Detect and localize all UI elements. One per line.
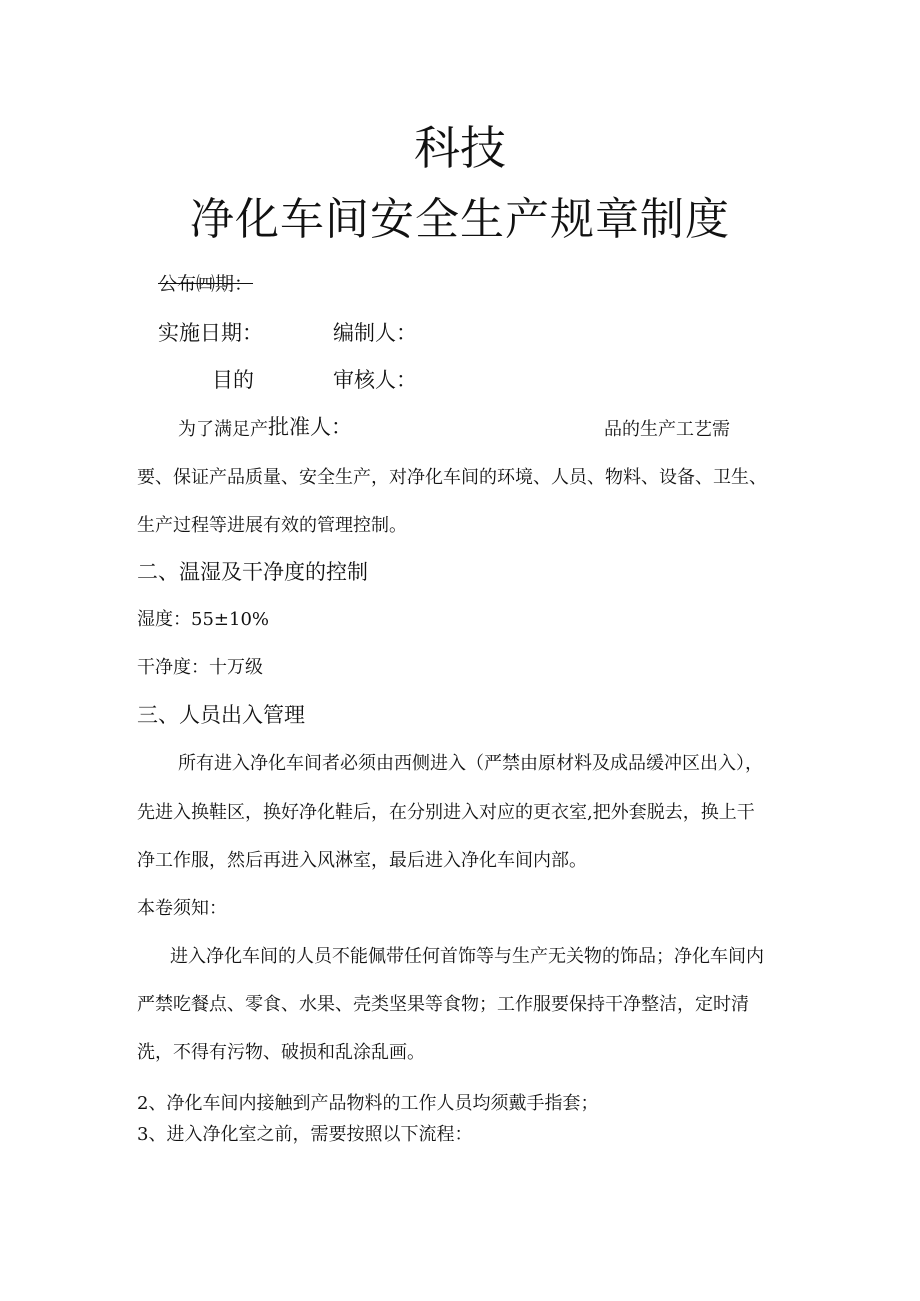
publish-date-label: 公布㈣期： <box>158 273 254 295</box>
humidity-spec: 湿度：55±10% <box>137 609 269 630</box>
purpose-text-start: 为了满足产 <box>178 419 268 440</box>
notice-text-line2: 严禁吃餐点、零食、水果、壳类坚果等食物；工作服要保持干净整洁，定时清 <box>137 994 749 1015</box>
entry-text-line3: 净工作服，然后再进入风淋室，最后进入净化车间内部。 <box>137 850 587 871</box>
section3-heading: 三、人员出入管理 <box>137 703 305 727</box>
entry-text-line1: 所有进入净化车间者必须由西侧进入（严禁由原材料及成品缓冲区出入）， <box>178 753 763 774</box>
section2-heading: 二、温湿及干净度的控制 <box>137 560 368 584</box>
purpose-text-line3: 生产过程等进展有效的管理控制。 <box>137 515 407 536</box>
purpose-label: 目的 <box>212 368 254 392</box>
list-item-3: 3、进入净化室之前，需要按照以下流程： <box>137 1124 473 1145</box>
purpose-text-line2: 要、保证产品质量、安全生产，对净化车间的环境、人员、物料、设备、卫生、 <box>137 467 767 488</box>
notice-label: 本卷须知： <box>137 898 227 919</box>
list-item-2: 2、净化车间内接触到产品物料的工作人员均须戴手指套； <box>137 1093 599 1114</box>
approver-label: 批准人： <box>268 415 352 439</box>
company-title: 科技 <box>414 121 506 175</box>
notice-text-line1: 进入净化车间的人员不能佩带任何首饰等与生产无关物的饰品；净化车间内 <box>170 946 764 967</box>
cleanliness-spec: 干净度：十万级 <box>137 657 263 678</box>
entry-text-line2: 先进入换鞋区，换好净化鞋后，在分别进入对应的更衣室,把外套脱去，换上干 <box>137 802 755 823</box>
notice-text-line3: 洗，不得有污物、破损和乱涂乱画。 <box>137 1042 425 1063</box>
reviewer-label: 审核人： <box>333 368 417 392</box>
implementation-date-label: 实施日期： <box>158 321 263 345</box>
purpose-text-end: 品的生产工艺需 <box>604 419 730 440</box>
editor-label: 编制人： <box>333 321 417 345</box>
document-title: 净化车间安全生产规章制度 <box>190 194 730 245</box>
